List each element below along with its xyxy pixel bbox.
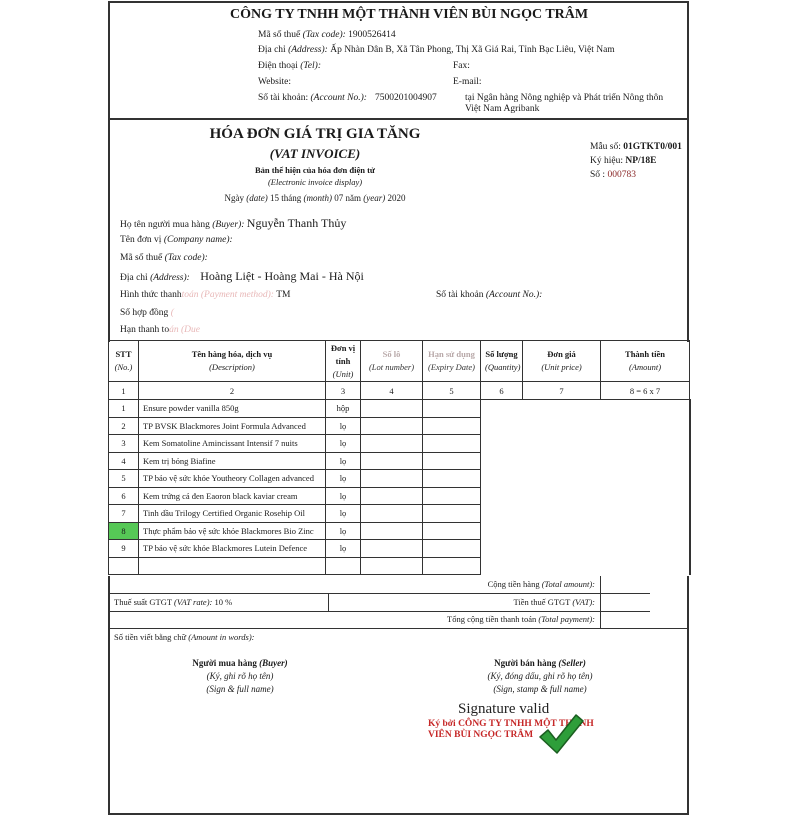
row-expiry [423, 417, 481, 435]
row-description [139, 557, 326, 575]
row-expiry [423, 487, 481, 505]
row-lot [361, 452, 423, 470]
year-label-en: (year) [363, 193, 386, 203]
row-description: TP BVSK Blackmores Joint Formula Advanced [139, 417, 326, 435]
label-en: (Total payment): [538, 614, 595, 624]
colnum: 7 [523, 382, 601, 400]
vat-amount-label [514, 597, 595, 607]
seller-sign-note: (Ký, đóng dấu, ghi rõ họ tên) [487, 671, 593, 681]
divider [600, 576, 601, 628]
signed-by-text: Ký bởi CÔNG TY TNHH MỘT THÀNH VIÊN BÙI NGỌC TRÂM [428, 719, 594, 740]
label-en: (Tax code): [302, 30, 346, 40]
label: Ký hiệu: [590, 156, 623, 166]
row-expiry [423, 435, 481, 453]
label: Cộng tiền hàng [487, 579, 540, 589]
col-unit-price: Đơn giá (Unit price) [523, 341, 601, 382]
label: Mã số thuế [258, 30, 301, 40]
row-lot [361, 400, 423, 418]
row-lot [361, 540, 423, 558]
year-label: năm [345, 193, 361, 203]
row-expiry [423, 470, 481, 488]
invoice-date [110, 193, 520, 203]
buyer-contract-row [120, 308, 174, 318]
label: Địa chỉ [120, 273, 148, 283]
row-description: Thực phẩm bảo vệ sức khỏe Blackmores Bio Zinc [139, 522, 326, 540]
row-no: 5 [109, 470, 139, 488]
label: Số tiền viết bằng chữ [114, 632, 187, 642]
row-expiry [423, 400, 481, 418]
seller-address [258, 45, 615, 55]
vat-rate [114, 597, 232, 607]
row-no: 1 [109, 400, 139, 418]
col-amount: Thành tiền (Amount) [601, 341, 690, 382]
month-label: tháng [281, 193, 302, 203]
colnum: 8 = 6 x 7 [601, 382, 690, 400]
totals-block [108, 576, 689, 646]
seller-bank-line1: tại Ngân hàng Nông nghiệp và Phát triển Nông thôn [465, 93, 664, 103]
row-no-highlighted: 8 [109, 522, 139, 540]
row-no: 4 [109, 452, 139, 470]
row-no: 3 [109, 435, 139, 453]
row-expiry [423, 452, 481, 470]
total-payment-label [447, 614, 595, 624]
label-en: (Company name): [163, 235, 233, 245]
row-no: 9 [109, 540, 139, 558]
seller-signature [430, 657, 650, 696]
buyer-tax-row [120, 253, 208, 263]
label-en: (Address): [150, 273, 190, 283]
divider [110, 611, 650, 612]
row-unit: lọ [326, 435, 361, 453]
seller-account [258, 93, 367, 103]
col-no: STT (No.) [109, 341, 139, 382]
buyer-signature [130, 657, 350, 696]
year: 2020 [387, 193, 406, 203]
label: Số tài khoản: [258, 93, 309, 103]
buyer-due-row [120, 325, 200, 335]
label-faded: ( [170, 308, 174, 318]
label-en: (Tax code): [164, 253, 208, 263]
seller-fax: Fax: [453, 61, 470, 71]
label-en: (Account No.): [310, 93, 367, 103]
seller-website: Website: [258, 77, 292, 87]
row-expiry [423, 557, 481, 575]
seller-header [108, 1, 689, 120]
label-faded: toán (Payment method): [181, 290, 274, 300]
table-row [109, 400, 690, 418]
label: Số hợp đồng [120, 308, 169, 318]
row-lot [361, 417, 423, 435]
row-description: Kem trị bỏng Biafine [139, 452, 326, 470]
day-label-en: (date) [246, 193, 268, 203]
seller-account-no: 7500201004907 [375, 93, 437, 103]
label: Họ tên người mua hàng [120, 220, 210, 230]
value: 1900526414 [348, 30, 396, 40]
colnum: 1 [109, 382, 139, 400]
buyer-name: Nguyễn Thanh Thủy [246, 216, 347, 230]
label: Mẫu số: [590, 142, 621, 152]
label-en: (VAT): [572, 597, 595, 607]
invoice-symbol [590, 156, 657, 166]
checkmark-icon [538, 713, 584, 755]
row-unit: lọ [326, 522, 361, 540]
buyer-address-row [120, 269, 364, 284]
label-en: (VAT rate): [174, 597, 213, 607]
col-lot: Số lô (Lot number) [361, 341, 423, 382]
month-label-en: (month) [303, 193, 332, 203]
label-en: (Account No.): [485, 290, 543, 300]
row-lot [361, 505, 423, 523]
col-expiry: Hạn sử dụng (Expiry Date) [423, 341, 481, 382]
value: 000783 [607, 170, 636, 180]
buyer-address: Hoàng Liệt - Hoàng Mai - Hà Nội [200, 269, 364, 283]
row-expiry [423, 505, 481, 523]
header-row [109, 341, 690, 382]
label-en: (Amount in words): [188, 632, 255, 642]
column-number-row [109, 382, 690, 400]
colnum: 6 [481, 382, 523, 400]
row-expiry [423, 540, 481, 558]
row-no: 6 [109, 487, 139, 505]
label-faded: án (Due [169, 325, 200, 335]
row-unit [326, 557, 361, 575]
row-description: Ensure powder vanilla 850g [139, 400, 326, 418]
label-en: (Address): [288, 45, 328, 55]
items-table [108, 340, 691, 575]
seller-sign-note-en: (Sign, stamp & full name) [493, 684, 587, 694]
buyer-name-row [120, 216, 346, 231]
label: Tổng cộng tiền thanh toán [447, 614, 537, 624]
invoice-title-block [108, 118, 689, 210]
row-unit: hộp [326, 400, 361, 418]
row-lot [361, 557, 423, 575]
row-lot [361, 435, 423, 453]
row-no [109, 557, 139, 575]
month: 07 [334, 193, 344, 203]
seller-sign-title: Người bán hàng [494, 658, 557, 668]
subtotal-label [488, 579, 595, 589]
invoice-form-no [590, 142, 682, 152]
day: 15 [270, 193, 279, 203]
invoice-title: HÓA ĐƠN GIÁ TRỊ GIA TĂNG [209, 126, 421, 142]
label: Địa chỉ [258, 45, 286, 55]
invoice-number [590, 170, 636, 180]
buyer-sign-note-en: (Sign & full name) [206, 684, 274, 694]
invoice-subtitle-en: (Electronic invoice display) [267, 177, 363, 187]
buyer-company-row [120, 235, 233, 245]
invoice-title-en: (VAT INVOICE) [269, 146, 361, 161]
signature-block [108, 645, 689, 815]
value: Ấp Nhàn Dân B, Xã Tân Phong, Thị Xã Giá Rai, Tỉnh Bạc Liêu, Việt Nam [330, 45, 615, 55]
row-unit: lọ [326, 452, 361, 470]
col-description: Tên hàng hóa, dịch vụ (Description) [139, 341, 326, 382]
colnum: 2 [139, 382, 326, 400]
seller-sign-title-en: (Seller) [558, 658, 586, 668]
label: Thuế suất GTGT [114, 597, 172, 607]
row-description: Kem trứng cá đen Eaoron black kaviar cream [139, 487, 326, 505]
payment-method: TM [276, 290, 291, 300]
row-unit: lọ [326, 417, 361, 435]
col-unit: Đơn vị tính (Unit) [326, 341, 361, 382]
seller-email: E-mail: [453, 77, 482, 87]
signature-valid-text: Signature valid [458, 701, 550, 717]
buyer-sign-note: (Ký, ghi rõ họ tên) [206, 671, 274, 681]
seller-tax-code [258, 30, 396, 40]
seller-company-name: CÔNG TY TNHH MỘT THÀNH VIÊN BÙI NGỌC TRÂM [230, 7, 589, 22]
divider [328, 593, 329, 611]
label-en: (Total amount): [541, 579, 595, 589]
label-en: (Tel): [300, 61, 321, 71]
row-lot [361, 470, 423, 488]
label: Tiền thuế GTGT [513, 597, 571, 607]
buyer-info [108, 208, 689, 342]
row-unit: lọ [326, 540, 361, 558]
colnum: 5 [423, 382, 481, 400]
label-en: (Buyer): [212, 220, 245, 230]
buyer-account-row [436, 290, 542, 300]
value: NP/18E [625, 156, 657, 166]
divider [110, 628, 689, 629]
divider [110, 593, 650, 594]
buyer-sign-title-en: (Buyer) [259, 658, 288, 668]
row-description: TP bảo vệ sức khỏe Blackmores Lutein Defence [139, 540, 326, 558]
invoice-subtitle: Bản thể hiện của hóa đơn điện tử [254, 165, 376, 175]
buyer-payment-row [120, 290, 290, 300]
row-expiry [423, 522, 481, 540]
row-unit: lọ [326, 487, 361, 505]
row-description: TP bảo vệ sức khỏe Youtheory Collagen advanced [139, 470, 326, 488]
label: Số tài khoản [436, 290, 484, 300]
redacted-area [481, 400, 690, 575]
day-label: Ngày [224, 193, 244, 203]
row-description: Tinh dầu Trilogy Certified Organic Rosehip Oil [139, 505, 326, 523]
label: Hạn thanh to [120, 325, 170, 335]
row-unit: lọ [326, 470, 361, 488]
row-description: Kem Somatoline Amincissant Intensif 7 nuits [139, 435, 326, 453]
row-no: 7 [109, 505, 139, 523]
label: Số : [590, 170, 606, 180]
label: Mã số thuế [120, 253, 163, 263]
colnum: 3 [326, 382, 361, 400]
col-quantity: Số lượng (Quantity) [481, 341, 523, 382]
colnum: 4 [361, 382, 423, 400]
value: 10 % [214, 597, 233, 607]
amount-in-words [114, 632, 255, 642]
seller-tel [258, 61, 321, 71]
label: Điện thoại [258, 61, 298, 71]
label: Tên đơn vị [120, 235, 162, 245]
seller-bank-line2: Việt Nam Agribank [465, 104, 540, 114]
row-unit: lọ [326, 505, 361, 523]
row-lot [361, 522, 423, 540]
row-lot [361, 487, 423, 505]
value: 01GTKT0/001 [623, 142, 682, 152]
label: Hình thức thanh [120, 290, 182, 300]
row-no: 2 [109, 417, 139, 435]
buyer-sign-title: Người mua hàng [192, 658, 257, 668]
